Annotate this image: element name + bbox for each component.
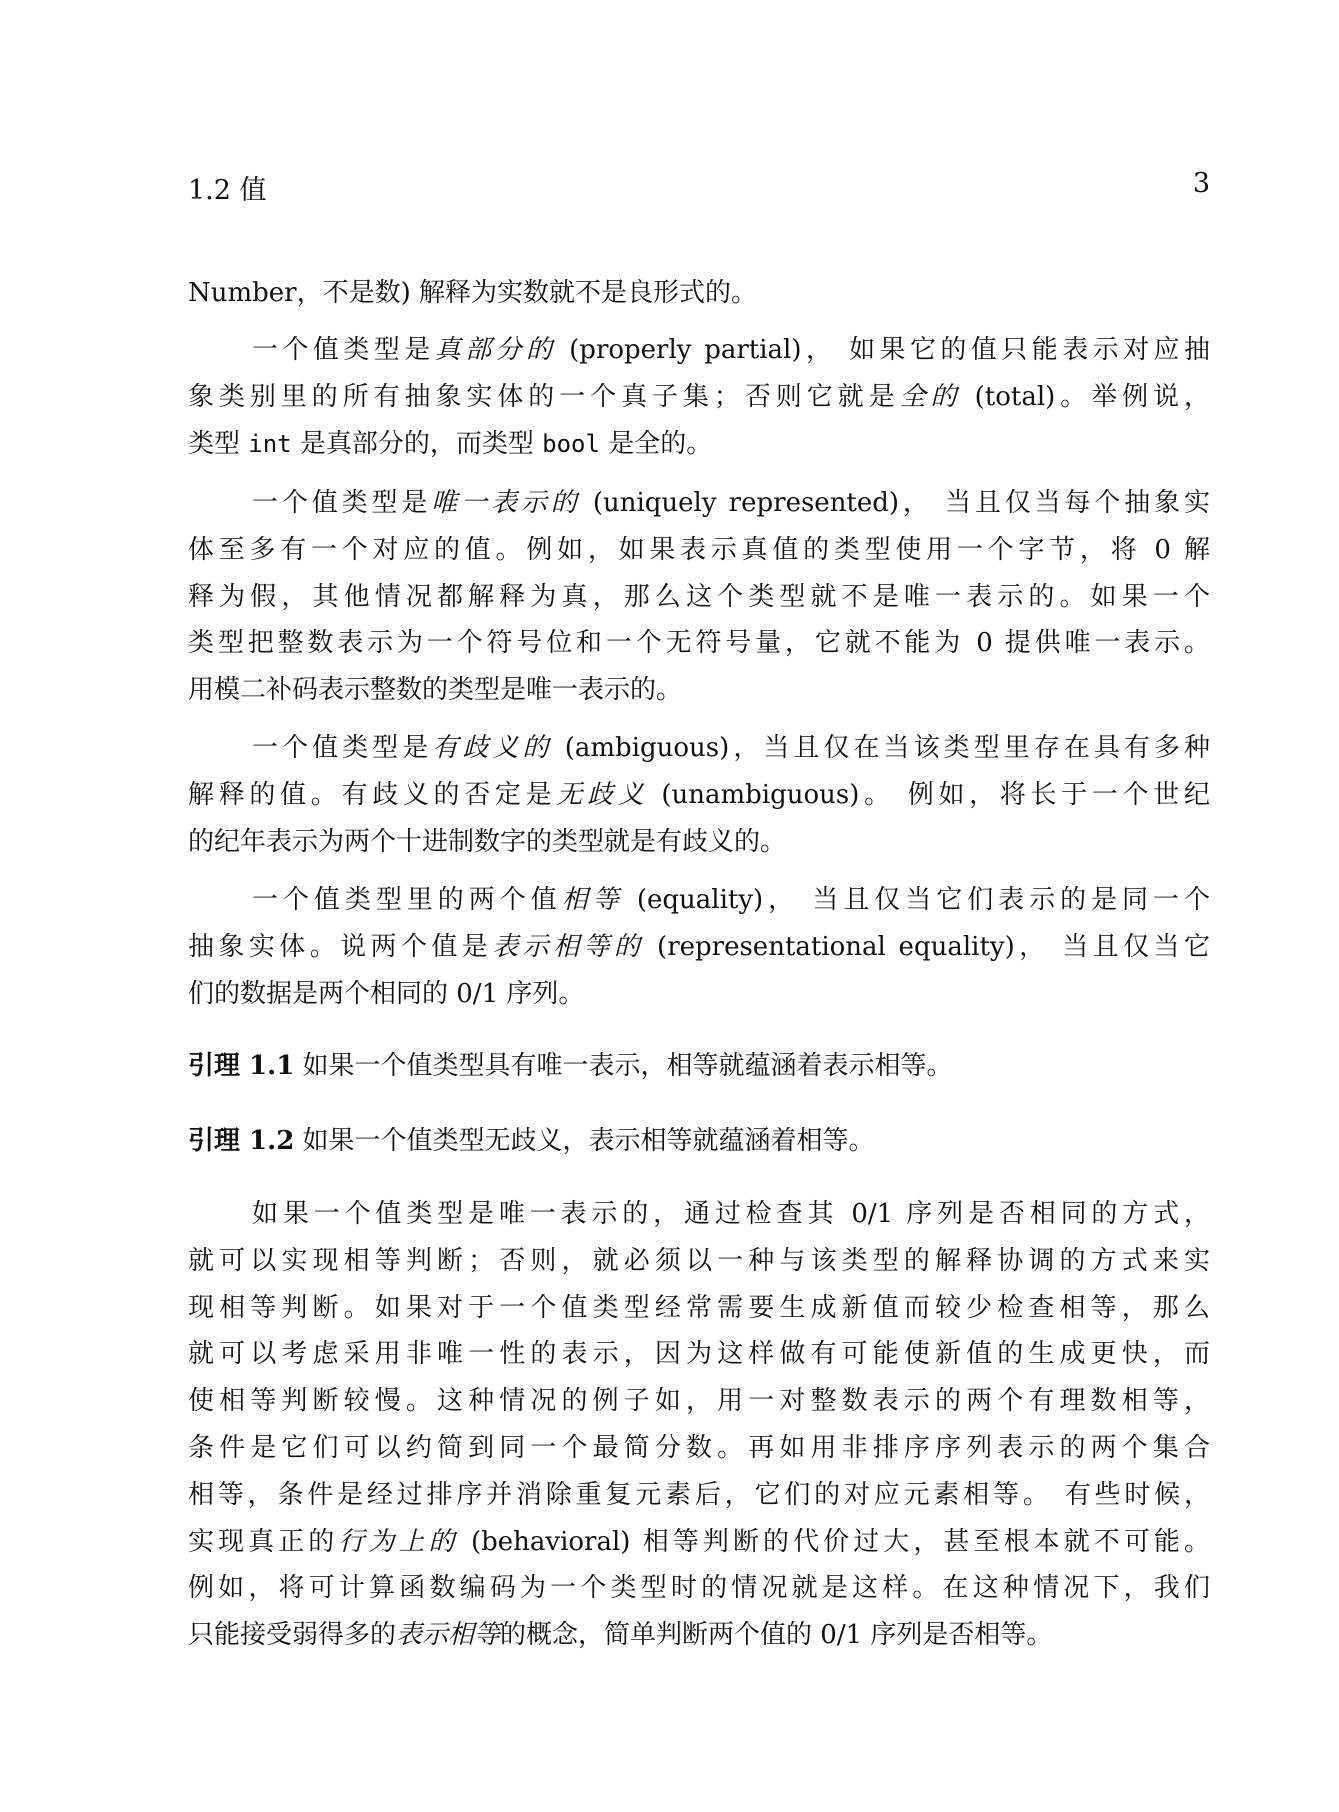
text-run: Number，不是数) 解释为实数就不是良形式的。 — [188, 278, 758, 308]
text-line — [188, 1331, 1210, 1378]
code-term: int — [248, 429, 292, 458]
defined-term: 行为上的 — [338, 1526, 459, 1557]
text-line — [188, 924, 1210, 971]
text-line — [188, 772, 1210, 819]
text-line — [188, 270, 1210, 317]
text-run: 是真部分的，而类型 — [291, 428, 543, 459]
text-line — [188, 971, 1210, 1018]
text-run: 们的数据是两个相同的 0/1 序列。 — [188, 978, 585, 1009]
defined-term: 表示相等的 — [492, 931, 645, 962]
text-line — [188, 574, 1210, 621]
running-header-section: 1.2 值 — [188, 175, 267, 206]
text-line — [188, 1191, 1210, 1238]
defined-term: 唯一表示的 — [431, 488, 581, 518]
text-run: 是全的。 — [599, 428, 713, 459]
text-run: 就可以考虑采用非唯一性的表示，因为这样做有可能使新值的生成更快，而 — [188, 1339, 1210, 1370]
text-line — [188, 421, 1210, 468]
lemma — [188, 270, 1210, 317]
text-run: 解释的值。有歧义的否定是 — [188, 779, 557, 810]
text-run: (representational equality)， 当且仅当它 — [644, 931, 1210, 962]
text-line — [188, 1378, 1210, 1425]
text-run: 相等，条件是经过排序并消除重复元素后，它们的对应元素相等。 有些时候， — [188, 1479, 1211, 1510]
text-run: 现相等判断。如果对于一个值类型经常需要生成新值而较少检查相等，那么 — [188, 1292, 1210, 1323]
text-run: (properly partial)， 如果它的值只能表示对应抽 — [556, 335, 1210, 365]
defined-term: 全的 — [899, 381, 962, 412]
text-run: 如果一个值类型无歧义，表示相等就蕴涵着相等。 — [294, 1126, 875, 1156]
text-line — [188, 620, 1210, 667]
defined-term: 相等 — [561, 885, 624, 915]
text-run: (unambiguous)。 例如，将长于一个世纪 — [648, 779, 1210, 810]
text-run: 实现真正的 — [188, 1526, 339, 1557]
text-run: 条件是它们可以约简到同一个最简分数。再如用非排序序列表示的两个集合 — [188, 1432, 1210, 1463]
text-line — [188, 1472, 1210, 1519]
lemma-label: 引理 1.2 — [188, 1126, 295, 1156]
text-line — [188, 1565, 1210, 1612]
defined-term: 真部分的 — [434, 335, 557, 365]
lemma — [188, 1043, 1210, 1090]
text-run: 释为假，其他情况都解释为真，那么这个类型就不是唯一表示的。如果一个 — [188, 581, 1210, 612]
text-run: 的纪年表示为两个十进制数字的类型就是有歧义的。 — [188, 826, 787, 857]
text-line — [188, 374, 1210, 421]
text-run: (equality)， 当且仅当它们表示的是同一个 — [623, 885, 1210, 915]
text-run: (ambiguous)，当且仅在当该类型里存在具有多种 — [552, 733, 1210, 763]
text-line — [188, 527, 1210, 574]
text-run: 一个值类型是 — [252, 733, 433, 763]
text-line — [188, 1519, 1210, 1566]
text-line — [188, 1612, 1210, 1659]
text-line — [188, 480, 1210, 527]
text-run: 类型把整数表示为一个符号位和一个无符号量，它就不能为 0 提供唯一表示。 — [188, 628, 1210, 659]
text-run: (uniquely represented)， 当且仅当每个抽象实 — [580, 488, 1210, 518]
text-line — [188, 1285, 1210, 1332]
text-line — [188, 877, 1210, 924]
lemma-label: 引理 1.1 — [188, 1051, 295, 1081]
text-run: 体至多有一个对应的值。例如，如果表示真值的类型使用一个字节，将 0 解 — [188, 534, 1210, 565]
text-line — [188, 327, 1210, 374]
text-run: 的概念，简单判断两个值的 0/1 序列是否相等。 — [500, 1620, 1053, 1651]
text-run: 一个值类型是 — [252, 335, 435, 365]
paragraph — [188, 1191, 1210, 1659]
text-run: 一个值类型里的两个值 — [252, 885, 562, 915]
text-run: 只能接受弱得多的 — [188, 1620, 397, 1651]
text-run: (total)。举例说， — [961, 381, 1210, 412]
text-run: 使相等判断较慢。这种情况的例子如，用一对整数表示的两个有理数相等， — [188, 1386, 1210, 1417]
text-line — [188, 667, 1210, 714]
text-run: 类型 — [188, 428, 249, 459]
text-run: 就可以实现相等判断；否则，就必须以一种与该类型的解释协调的方式来实 — [188, 1245, 1210, 1276]
text-run: 象类别里的所有抽象实体的一个真子集；否则它就是 — [188, 381, 900, 412]
text-line — [188, 819, 1210, 866]
page-number: 3 — [1192, 168, 1210, 199]
text-run: 例如，将可计算函数编码为一个类型时的情况就是这样。在这种情况下，我们 — [188, 1573, 1210, 1604]
text-run: 如果一个值类型具有唯一表示，相等就蕴涵着表示相等。 — [294, 1051, 953, 1081]
text-line — [188, 1238, 1210, 1285]
paragraph — [188, 877, 1210, 1017]
text-run: 用模二补码表示整数的类型是唯一表示的。 — [188, 675, 683, 706]
paragraph — [188, 480, 1210, 714]
text-run: 如果一个值类型是唯一表示的，通过检查其 0/1 序列是否相同的方式， — [252, 1199, 1210, 1229]
defined-term: 有歧义的 — [432, 733, 553, 763]
text-line — [188, 1118, 1210, 1165]
text-run: (behavioral) 相等判断的代价过大，甚至根本就不可能。 — [458, 1526, 1210, 1557]
text-line — [188, 725, 1210, 772]
paragraph — [188, 725, 1210, 865]
text-line — [188, 1043, 1210, 1090]
code-term: bool — [542, 429, 600, 458]
text-line — [188, 1425, 1210, 1472]
text-run: 一个值类型是 — [252, 488, 432, 518]
lemma — [188, 1118, 1210, 1165]
text-run: 抽象实体。说两个值是 — [188, 931, 493, 962]
defined-term: 表示相等 — [396, 1620, 501, 1651]
paragraph — [188, 327, 1210, 467]
defined-term: 无歧义 — [556, 779, 649, 810]
